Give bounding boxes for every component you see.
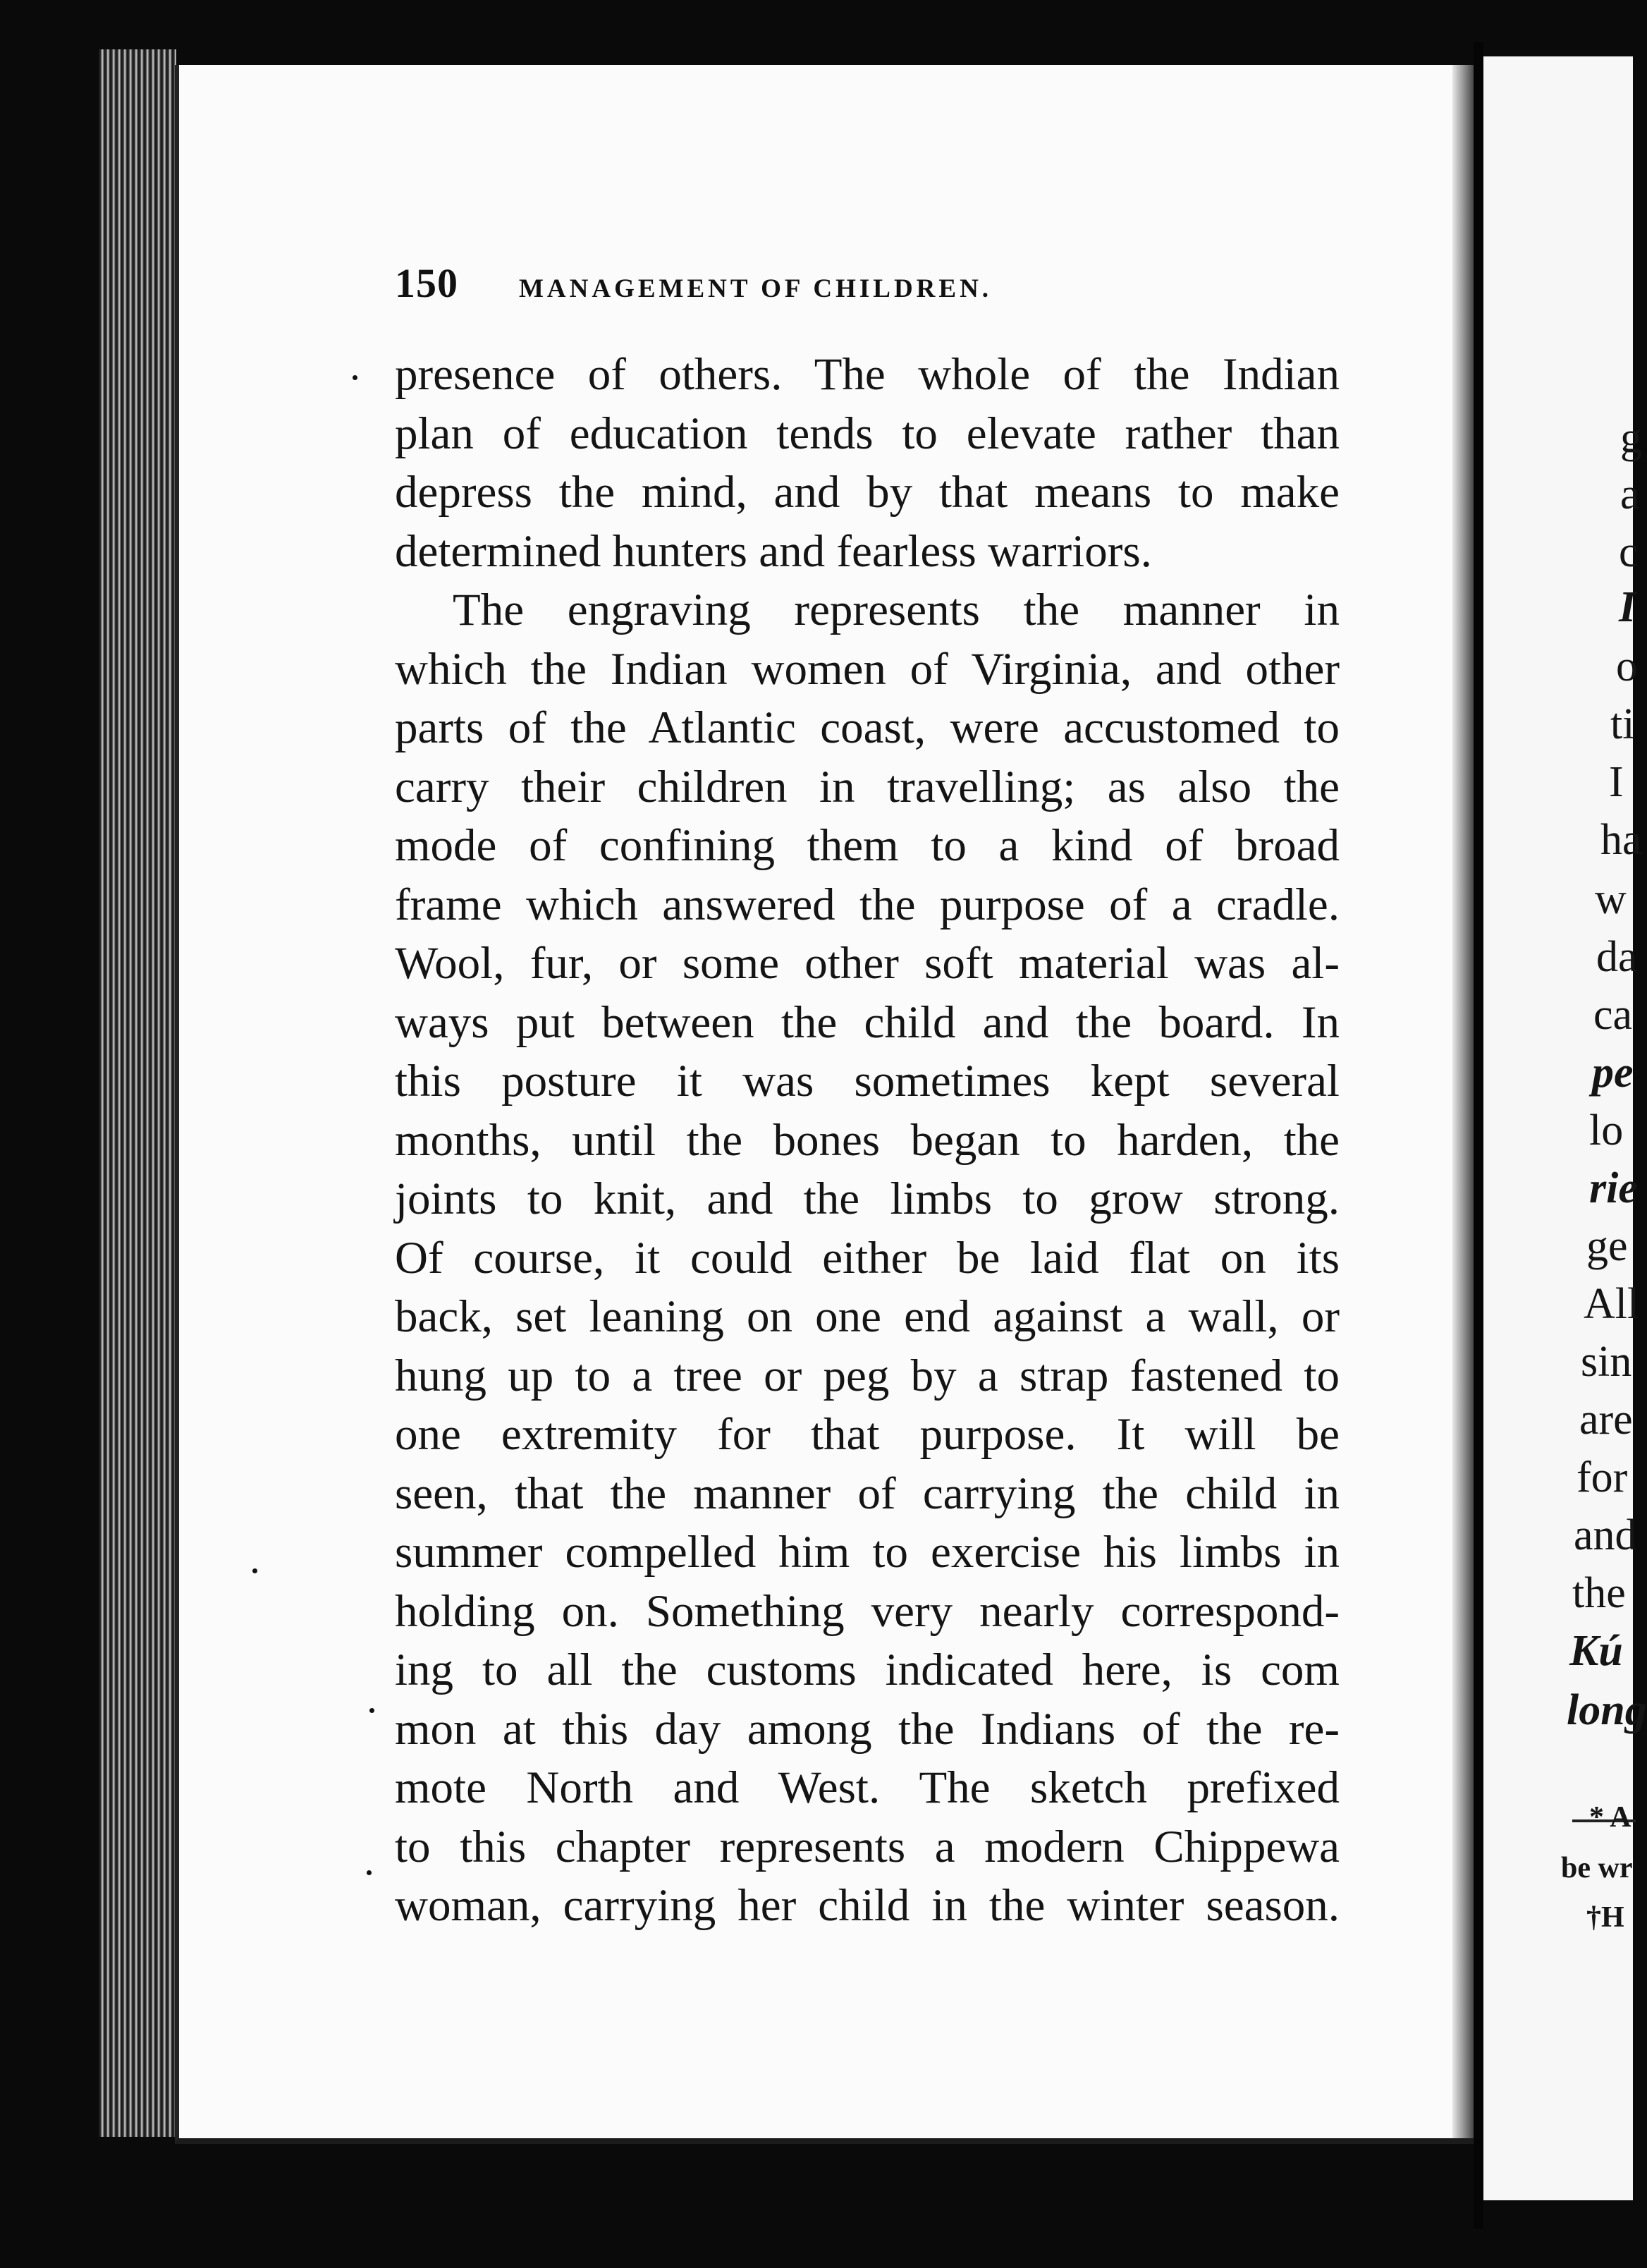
facing-page-fragment: o	[1616, 642, 1638, 690]
text-line: carry their children in travelling; as also the	[395, 761, 1340, 812]
text-line: mote North and West. The sketch prefixed	[395, 1762, 1340, 1813]
text-line: this posture it was sometimes kept several	[395, 1056, 1340, 1106]
body-text	[395, 346, 1340, 1936]
text-line: The engraving represents the manner in	[453, 585, 1340, 635]
facing-page-fragment: rie	[1589, 1164, 1638, 1212]
facing-page-fragment: c	[1619, 528, 1639, 576]
text-line: back, set leaning on one end against a wall, or	[395, 1291, 1340, 1342]
facing-page-fragment: * A	[1589, 1801, 1631, 1834]
paragraph-1	[395, 346, 1340, 581]
text-line: woman, carrying her child in the winter season.	[395, 1880, 1340, 1931]
scan-speck	[369, 1708, 374, 1713]
text-line: months, until the bones began to harden, the	[395, 1114, 1340, 1166]
facing-page-fragment: Kú	[1569, 1627, 1623, 1675]
facing-page-fragment: ge	[1586, 1222, 1628, 1270]
facing-page-fragment: be wr	[1561, 1852, 1633, 1884]
scan-speck	[367, 1870, 372, 1875]
text-line: mode of confining them to a kind of broad	[395, 820, 1340, 871]
facing-page-fragment: the	[1572, 1569, 1626, 1617]
facing-page-fragment: †H	[1586, 1901, 1624, 1934]
text-line: depress the mind, and by that means to make	[395, 467, 1340, 518]
page-edges	[99, 49, 176, 2137]
text-line: which the Indian women of Virginia, and other	[395, 643, 1340, 695]
page-number: 150	[395, 260, 458, 306]
scan-speck	[353, 375, 357, 380]
text-line: mon at this day among the Indians of the re-	[395, 1703, 1340, 1755]
facing-page-fragment: pe	[1592, 1049, 1634, 1097]
facing-page-fragment: lo	[1589, 1106, 1624, 1154]
running-title: MANAGEMENT OF CHILDREN.	[519, 274, 993, 303]
text-line: one extremity for that purpose. It will be	[395, 1409, 1340, 1460]
facing-page-fragment: ca	[1593, 991, 1633, 1039]
facing-page-fragment: long	[1567, 1686, 1647, 1734]
facing-page-fragment: I	[1609, 758, 1624, 806]
text-line: joints to knit, and the limbs to grow strong.	[395, 1173, 1340, 1224]
facing-page-fragment: a	[1620, 470, 1640, 518]
text-line: to this chapter represents a modern Chippewa	[395, 1821, 1340, 1872]
text-line: plan of education tends to elevate rather than	[395, 408, 1340, 459]
facing-page-fragment: sin	[1581, 1338, 1632, 1386]
facing-page-fragment: All	[1584, 1280, 1640, 1328]
facing-page-fragment: for	[1576, 1453, 1628, 1501]
facing-page-fragment: are	[1579, 1396, 1633, 1444]
text-line: Of course, it could either be laid flat on its	[395, 1232, 1340, 1284]
facing-page-fragment: ti	[1610, 700, 1635, 748]
facing-page-fragment: da	[1596, 933, 1638, 981]
facing-page-fragment: and	[1574, 1511, 1637, 1559]
text-line: ways put between the child and the board. In	[395, 996, 1340, 1048]
text-line: presence of others. The whole of the Indian	[395, 349, 1340, 400]
paragraph-2	[395, 581, 1340, 1936]
facing-page-fragment: g	[1620, 414, 1642, 462]
scan-speck	[252, 1568, 257, 1573]
text-line: hung up to a tree or peg by a strap fastened to	[395, 1350, 1340, 1401]
facing-page-fragment: ha	[1600, 816, 1642, 864]
running-head	[395, 260, 992, 309]
facing-page-fragment: I	[1619, 583, 1636, 631]
facing-page-fragment: w	[1595, 875, 1627, 923]
text-line: seen, that the manner of carrying the child in	[395, 1468, 1340, 1519]
text-line: Wool, fur, or some other soft material was al-	[395, 938, 1340, 989]
book-gutter	[1474, 42, 1483, 2229]
text-line: holding on. Something very nearly correspond-	[395, 1585, 1340, 1637]
text-line: determined hunters and fearless warriors.	[395, 525, 1152, 577]
text-line: frame which answered the purpose of a cradle.	[395, 879, 1340, 930]
text-line: ing to all the customs indicated here, is com	[395, 1645, 1340, 1695]
text-line: summer compelled him to exercise his limbs in	[395, 1527, 1340, 1578]
text-line: parts of the Atlantic coast, were accustomed to	[395, 702, 1340, 753]
